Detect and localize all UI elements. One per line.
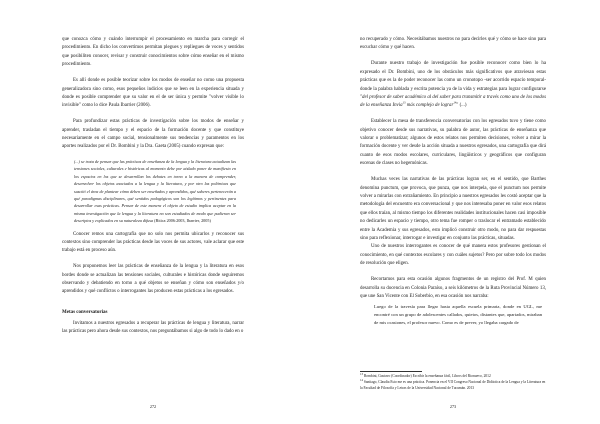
italic-quote: "del profesor de saber académico al del saber para transmitir a través como uno de los modos de la enseñanza Invia [360, 94, 546, 109]
footnote-rule [360, 371, 422, 372]
footnote-text: Santiago, Claudia Esto me es una práctica. Ponencia en el VII Congreso Nacional de Didáctica de la Lengua y la Literatura en la Facultad de Filosofía y Letras de la Universidad Nacional de Tucumán. 2013 [360, 379, 546, 390]
paragraph: Conocer remos una cartografía que no solo nos permita ubicarlos y reconocer sus contextos sino comprender las prácticas desde las voces de sus actores, vale aclarar que este trabajo está en proceso aún. [62, 231, 244, 254]
narrative-quote: Luego de la travesía para llegar hasta aquella escuela primaria, donde en UGL, me encontré con un grupo de adolescentes callados, quietos, distantes que, apartados, miraban de mis ocasiones, el profesor nuevo. Como es de prever, yo llegaba cargado de [374, 304, 542, 325]
section-heading: Metas conversatorias [62, 309, 108, 315]
footnote-text: Bombini, Gustavo (Coordinador) Escribir la enseñanza fácil, Libros del Rionuevo, 2012 [363, 374, 491, 379]
paragraph: Es allí donde es posible teorizar sobre los modos de enseñar no como una propuesta generalizadora sino como, esos pequeños indicios que se leen en la experiencia situada y donde es posible comprender que su valor en el de ser única y permite "volver visible lo invisible" como lo dice Paula Ibarrier (2006). [62, 78, 244, 109]
page-number: 272 [149, 404, 157, 409]
paragraph: Invitamos a nuestros egresados a recuperar las prácticas de lengua y literatura, narrar las prácticas pero ahora desde sus contextos, nos preguntábamos si algo de todo lo dado en o [62, 320, 244, 335]
paragraph: Establecer la mesa de transferencia conversatorias con los egresados tuvo y tiene como objetivo conocer desde sus narrativas, su palabra de autor, las prácticas de enseñanza que valorar o problematizar; algunos de estos relatos nos permiten decisiones, volver a mirar la formación docente y ver desde la acción situada a nuestros egresados, una cartografía que dirá cuanto de esos modos escolares, curriculares, lingüísticos y geográficos que configuran escenas de clases no hegemónicas. [360, 119, 546, 167]
italic-quote: más complejo de lograr [406, 103, 454, 109]
paragraph: Para profundizar estas prácticas de investigación sobre los modos de enseñar y aprender, trasladan el tiempo y el espacio de la formación docente y que constituye necesariamente en el campo social, tensionalmente sus tendencias y paramentos en los aportes realizados por el Dr. Bombini y la Dra. Gaeta (2005) cuando expresan que: [62, 119, 244, 150]
right-page [300, 0, 600, 424]
footnotes [360, 371, 546, 391]
footnote-number: 14 [360, 377, 363, 382]
paragraph: Recortamos para esta ocasión algunos fragmentos de un registro del Prof. M quien desarrolla su docencia en Colonia Paraíso, a seis kilómetros de la Ruta Provincial Número 13, que une San Vicente con El Soberbio, en esa ocasión nos narraba: [360, 277, 546, 299]
paragraph: que conozca cómo y cuándo interrumpir el procesamiento en marcha para corregir el procedimiento. En dicho los convertimos permitan plegues y repliegues de voces y sentidos que posibiliten conocer, revisar y construir conocimientos sobre cómo enseñar en el mismo procedimiento. [62, 37, 244, 68]
paragraph: no recuperado y cómo. Necesitábamos nuestros no para decirles qué y cómo se hace sino para escuchar cómo y qué hacen. [360, 37, 546, 51]
block-quote [74, 158, 236, 225]
block-quote-reference: (Bitica 2006:2003, Ibarrier, 2005) [154, 218, 211, 224]
block-quote-text: (...) se trata de pensar que las prácticas de enseñanza de la lengua y la literatura actualizan las tensiones sociales, culturales e históricas al momento debe por aislado poner de manifiesto en los espacios en los que se desarrollan los debates en torno a la manera de comprender, desenvolver los objetos asociados a la lengua y la literatura, y por otro las polémicas que suscitó el área de plantear cómo deben ser enseñados y aprendidos, qué saberes pertenecerán a qué paradigmas disciplinares, qué sentidos pedagógicos son los legítimos y pertinentes para desarrollar esas prácticas. Pensar de este manera el objeto de estudio implica aceptar en la misma investigación que la lengua y la literatura no son estudiados de modo que pudieran ser descriptos y explicados en su naturaleza difusa [74, 158, 236, 224]
footnote [360, 377, 546, 391]
paragraph: Muchas veces las narrativas de las prácticas logran ser, en el sentido, que Barthes denomina punctum, que provoca, que punza, que nos interpela, que el punctum nos permite volver a mirarlas con extrañamiento. En principio a nuestros egresados les costó aceptar que la metodología del encuentro era conversacional y que nos interesaba poner en valor esos relatos que ellos traían, al mismo tiempo los diferentes realidades institucionales hacen casi imposible no dedicarles un espacio y tiempo, otro tema fue romper o traslocar el entramado establecido entre la Academia y sus egresados, esto implicó construir otro modo, no para dar respuestas sino para reflexionar, interrogar e investigar en conjunto las prácticas, situadas. [360, 177, 546, 242]
paragraph-text: " (...) [456, 103, 467, 109]
paragraph: Nos proponemos leer las prácticas de enseñanza de la lengua y la literatura en esos bordes donde se actualizan las tensiones sociales, culturales e históricas donde seguiremos observando y debatiendo en torno a qué objetos se enseñan y cómo son enseñados y/o aprendidos y qué conflictos o interrogantes las producen estas prácticas a los egresados. [62, 264, 244, 295]
footnote-number: 13 [360, 372, 363, 376]
footnote-ref[interactable]: 14 [453, 100, 457, 105]
paragraph [360, 60, 546, 110]
left-page-body [62, 36, 244, 337]
paragraph-text: Durante nuestro trabajo de investigación fue posible reconocer como bien lo ha expresado el Dr. Bombini, uno de los obstáculos más significativos que atraviesan estas prácticas que es la de poder reconocer las como un cronotopo -ser acorrido espacio temporal- donde la palabra hablada y escrita potencia ya de la vida y estrategias para lograr configurarse [360, 61, 546, 92]
page-number: 273 [449, 404, 457, 409]
footnote-ref[interactable]: 13 [402, 100, 406, 105]
paragraph: Uno de nuestros interrogantes es conocer de qué manera estos profesores gestionan el conocimiento, en qué contextos escolares y con cuáles sujetos? Pero por sobre todo los modos de resolución que eligen. [360, 244, 546, 267]
right-page-body [360, 36, 546, 327]
